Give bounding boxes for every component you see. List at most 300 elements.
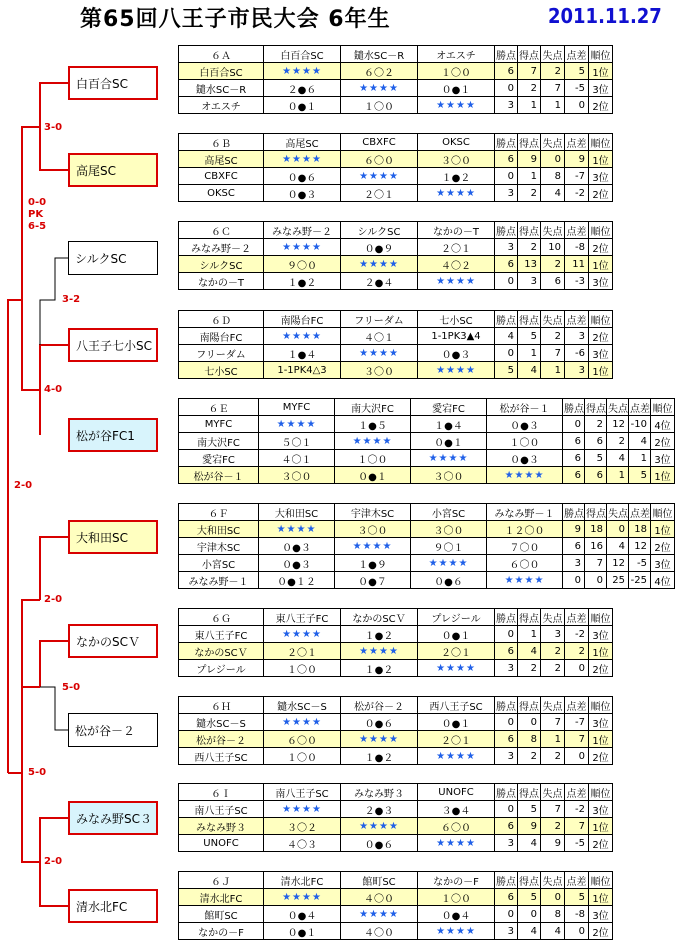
stat-value: 3位 — [589, 168, 613, 185]
stat-value: 4 — [495, 328, 518, 345]
stat-value: 2位 — [589, 748, 613, 765]
match-result: １〇０ — [341, 97, 418, 114]
stat-value: 0 — [565, 660, 589, 677]
stat-value: -8 — [565, 906, 589, 923]
match-result: ★★★★ — [259, 521, 335, 538]
table-row — [179, 731, 613, 748]
match-result: ★★★★ — [411, 555, 487, 572]
match-result: 1-1PK4△3 — [264, 362, 341, 379]
team-name: CBXFC — [179, 168, 264, 185]
stat-header: 点差 — [565, 609, 589, 626]
team-name: 東八王子FC — [179, 626, 264, 643]
column-header: 小宮SC — [411, 504, 487, 521]
stat-value: 1位 — [589, 256, 613, 273]
stat-value: 6 — [495, 643, 518, 660]
stat-value: 2位 — [589, 660, 613, 677]
match-result: ３〇０ — [418, 151, 495, 168]
match-result: ★★★★ — [487, 467, 563, 484]
stat-header: 得点 — [518, 134, 541, 151]
header-row — [179, 222, 613, 239]
stat-value: 1 — [607, 467, 629, 484]
column-header: 館町SC — [341, 872, 418, 889]
header-row — [179, 872, 613, 889]
match-result: ２〇１ — [418, 643, 495, 660]
bracket-team: 高尾SC — [68, 153, 158, 187]
column-header: 鑓水SC－S — [264, 697, 341, 714]
group-name: ６Ｊ — [179, 872, 264, 889]
stat-header: 得点 — [518, 222, 541, 239]
match-result: ４〇２ — [418, 256, 495, 273]
stat-value: 10 — [541, 239, 565, 256]
match-result: ４〇１ — [259, 450, 335, 467]
stat-value: -7 — [565, 168, 589, 185]
stat-header: 点差 — [629, 399, 651, 416]
stat-value: -5 — [629, 555, 651, 572]
stat-value: 5 — [518, 889, 541, 906]
match-result: ０●１ — [418, 80, 495, 97]
table-row — [179, 328, 613, 345]
stat-header: 得点 — [518, 697, 541, 714]
bracket-team: みなみ野SC３ — [68, 801, 158, 835]
column-header: 白百合SC — [264, 46, 341, 63]
stat-header: 勝点 — [563, 504, 585, 521]
team-name: プレジール — [179, 660, 264, 677]
stat-header: 点差 — [565, 134, 589, 151]
match-result: ★★★★ — [264, 801, 341, 818]
column-header: CBXFC — [341, 134, 418, 151]
stat-value: 1 — [541, 97, 565, 114]
stat-value: 6 — [495, 151, 518, 168]
stat-value: 1 — [518, 345, 541, 362]
stat-header: 勝点 — [495, 222, 518, 239]
stat-value: 1位 — [651, 521, 675, 538]
stat-header: 順位 — [589, 134, 613, 151]
match-result: １〇０ — [264, 660, 341, 677]
stat-value: 4 — [518, 362, 541, 379]
stat-value: 9 — [518, 151, 541, 168]
stat-value: 4 — [518, 835, 541, 852]
column-header: プレジール — [418, 609, 495, 626]
stat-header: 失点 — [541, 311, 565, 328]
stat-value: 5 — [585, 450, 607, 467]
team-name: 南八王子SC — [179, 801, 264, 818]
match-result: ★★★★ — [341, 256, 418, 273]
stat-value: 0 — [495, 626, 518, 643]
score-label: 2-0 — [44, 856, 63, 867]
stat-header: 失点 — [541, 872, 565, 889]
stat-header: 得点 — [518, 872, 541, 889]
match-result: １●４ — [411, 416, 487, 433]
event-date: 2011.11.27 — [548, 4, 662, 28]
stat-header: 勝点 — [495, 609, 518, 626]
team-name: 南陽台FC — [179, 328, 264, 345]
bracket-line — [8, 300, 22, 773]
match-result: ０●４ — [418, 906, 495, 923]
table-row — [179, 345, 613, 362]
match-result: ２〇１ — [418, 239, 495, 256]
match-result: 1-1PK3▲4 — [418, 328, 495, 345]
table-row — [179, 239, 613, 256]
bracket-line — [22, 687, 40, 773]
column-header: 清水北FC — [264, 872, 341, 889]
group-table — [178, 783, 613, 852]
stat-value: 1 — [518, 626, 541, 643]
team-name: UNOFC — [179, 835, 264, 852]
stat-value: 0 — [495, 80, 518, 97]
header-row — [179, 609, 613, 626]
stat-value: 2 — [541, 328, 565, 345]
stat-value: 8 — [541, 906, 565, 923]
stat-value: 2 — [541, 256, 565, 273]
stat-header: 順位 — [589, 784, 613, 801]
column-header: 東八王子FC — [264, 609, 341, 626]
table-row — [179, 433, 675, 450]
column-header: なかの－F — [418, 872, 495, 889]
bracket-team: 松が谷FC1 — [68, 418, 158, 452]
match-result: ０●６ — [341, 714, 418, 731]
stat-value: 3 — [565, 362, 589, 379]
match-result: ４〇１ — [341, 328, 418, 345]
column-header: シルクSC — [341, 222, 418, 239]
stat-value: 9 — [563, 521, 585, 538]
team-name: オエスチ — [179, 97, 264, 114]
stat-header: 得点 — [518, 784, 541, 801]
match-result: ★★★★ — [418, 660, 495, 677]
team-name: 松が谷－２ — [179, 731, 264, 748]
bracket-line — [40, 687, 68, 730]
team-name: 清水北FC — [179, 889, 264, 906]
stat-value: 3位 — [589, 80, 613, 97]
stat-value: 8 — [518, 731, 541, 748]
table-row — [179, 97, 613, 114]
match-result: １２〇０ — [487, 521, 563, 538]
group-table — [178, 503, 675, 589]
column-header: OKSC — [418, 134, 495, 151]
header-row — [179, 134, 613, 151]
match-result: ０●９ — [341, 239, 418, 256]
stat-value: 6 — [563, 538, 585, 555]
stat-value: 2 — [518, 80, 541, 97]
match-result: ３〇０ — [335, 521, 411, 538]
table-row — [179, 521, 675, 538]
match-result: ０●３ — [264, 185, 341, 202]
team-name: 大和田SC — [179, 521, 259, 538]
group-table — [178, 45, 613, 114]
stat-value: 2 — [518, 185, 541, 202]
stat-value: 2位 — [589, 185, 613, 202]
stat-value: 7 — [565, 731, 589, 748]
stat-value: 2位 — [589, 97, 613, 114]
stat-value: 6 — [495, 63, 518, 80]
stat-value: 0 — [518, 906, 541, 923]
stat-value: 2 — [585, 416, 607, 433]
stat-header: 得点 — [518, 609, 541, 626]
stat-value: 12 — [607, 555, 629, 572]
stat-header: 順位 — [589, 311, 613, 328]
stat-value: 4 — [541, 923, 565, 940]
stat-value: 2 — [565, 643, 589, 660]
match-result: ★★★★ — [418, 185, 495, 202]
stat-header: 得点 — [518, 46, 541, 63]
match-result: ６〇０ — [264, 731, 341, 748]
stat-value: 3 — [563, 555, 585, 572]
stat-value: 1位 — [589, 362, 613, 379]
group-name: ６Ｄ — [179, 311, 264, 328]
stat-header: 得点 — [585, 399, 607, 416]
table-row — [179, 818, 613, 835]
stat-value: 3位 — [589, 273, 613, 290]
stat-value: 2 — [518, 239, 541, 256]
stat-value: 3 — [541, 626, 565, 643]
stat-value: 2位 — [589, 328, 613, 345]
stat-header: 順位 — [589, 872, 613, 889]
stat-header: 勝点 — [563, 399, 585, 416]
team-name: 松が谷－１ — [179, 467, 259, 484]
stat-value: -25 — [629, 572, 651, 589]
stat-value: 9 — [541, 835, 565, 852]
stat-value: 3 — [495, 239, 518, 256]
match-result: ★★★★ — [487, 572, 563, 589]
table-row — [179, 416, 675, 433]
stat-value: 2 — [518, 748, 541, 765]
table-row — [179, 63, 613, 80]
stat-value: 2 — [541, 748, 565, 765]
column-header: 松が谷－１ — [487, 399, 563, 416]
stat-value: 3 — [518, 273, 541, 290]
match-result: ０●３ — [259, 555, 335, 572]
bracket-team: なかのSCＶ — [68, 624, 158, 658]
stat-header: 失点 — [541, 784, 565, 801]
match-result: ６〇０ — [418, 818, 495, 835]
match-result: ３〇０ — [411, 467, 487, 484]
bracket-line — [22, 300, 40, 390]
match-result: １●２ — [418, 168, 495, 185]
column-header: MYFC — [259, 399, 335, 416]
match-result: ★★★★ — [264, 889, 341, 906]
match-result: ★★★★ — [341, 818, 418, 835]
stat-value: 0 — [565, 97, 589, 114]
stat-value: 2 — [541, 643, 565, 660]
team-name: 愛宕FC — [179, 450, 259, 467]
stat-header: 順位 — [589, 222, 613, 239]
match-result: ★★★★ — [264, 714, 341, 731]
stat-header: 失点 — [541, 46, 565, 63]
table-row — [179, 273, 613, 290]
match-result: ４〇３ — [264, 835, 341, 852]
match-result: １〇０ — [487, 433, 563, 450]
group-name: ６Ａ — [179, 46, 264, 63]
match-result: ６〇２ — [341, 63, 418, 80]
bracket-team: シルクSC — [68, 241, 158, 275]
team-name: OKSC — [179, 185, 264, 202]
stat-value: 7 — [541, 80, 565, 97]
match-result: ０●１ — [335, 467, 411, 484]
team-name: フリーダム — [179, 345, 264, 362]
team-name: 鑓水SC－R — [179, 80, 264, 97]
stat-value: 8 — [541, 168, 565, 185]
team-name: なかの－T — [179, 273, 264, 290]
stat-value: 3位 — [589, 345, 613, 362]
stat-value: 0 — [585, 572, 607, 589]
table-row — [179, 362, 613, 379]
match-result: ９〇１ — [411, 538, 487, 555]
stat-value: 12 — [607, 416, 629, 433]
match-result: ３〇０ — [341, 362, 418, 379]
stat-value: -6 — [565, 345, 589, 362]
column-header: 大和田SC — [259, 504, 335, 521]
score-label: 5-0 — [28, 767, 47, 778]
stat-value: 3 — [495, 835, 518, 852]
match-result: ★★★★ — [264, 239, 341, 256]
team-name: MYFC — [179, 416, 259, 433]
stat-value: 4 — [629, 433, 651, 450]
match-result: ０●３ — [418, 345, 495, 362]
stat-value: 2位 — [589, 239, 613, 256]
match-result: ★★★★ — [264, 328, 341, 345]
stat-header: 順位 — [651, 504, 675, 521]
stat-value: 9 — [565, 151, 589, 168]
stat-value: 3 — [495, 185, 518, 202]
stat-header: 点差 — [565, 872, 589, 889]
stat-value: 3位 — [589, 906, 613, 923]
stat-value: 9 — [518, 818, 541, 835]
table-row — [179, 450, 675, 467]
stat-header: 勝点 — [495, 311, 518, 328]
score-label: 5-0 — [62, 682, 81, 693]
match-result: ０●１２ — [259, 572, 335, 589]
match-result: １〇０ — [264, 748, 341, 765]
team-name: 南大沢FC — [179, 433, 259, 450]
stat-header: 失点 — [607, 399, 629, 416]
table-row — [179, 555, 675, 572]
match-result: ６〇０ — [341, 151, 418, 168]
column-header: 西八王子SC — [418, 697, 495, 714]
match-result: ★★★★ — [418, 748, 495, 765]
stat-header: 失点 — [607, 504, 629, 521]
stat-header: 失点 — [541, 222, 565, 239]
stat-header: 点差 — [565, 222, 589, 239]
column-header: みなみ野－１ — [487, 504, 563, 521]
stat-value: 7 — [541, 801, 565, 818]
match-result: １●２ — [341, 660, 418, 677]
table-row — [179, 889, 613, 906]
team-name: 高尾SC — [179, 151, 264, 168]
score-label: 2-0 — [44, 594, 63, 605]
column-header: 七小SC — [418, 311, 495, 328]
match-result: ２〇１ — [341, 185, 418, 202]
score-label: 4-0 — [44, 384, 63, 395]
stat-header: 点差 — [629, 504, 651, 521]
stat-value: 3位 — [589, 801, 613, 818]
stat-value: 4 — [541, 185, 565, 202]
stat-value: -3 — [565, 273, 589, 290]
table-row — [179, 572, 675, 589]
stat-value: 3 — [495, 923, 518, 940]
stat-value: 6 — [541, 273, 565, 290]
table-row — [179, 923, 613, 940]
team-name: みなみ野－２ — [179, 239, 264, 256]
stat-value: 5 — [565, 889, 589, 906]
match-result: ★★★★ — [418, 835, 495, 852]
match-result: ３〇０ — [411, 521, 487, 538]
match-result: ９〇０ — [264, 256, 341, 273]
stat-value: -2 — [565, 185, 589, 202]
stat-header: 失点 — [541, 609, 565, 626]
stat-value: 7 — [565, 818, 589, 835]
column-header: みなみ野－２ — [264, 222, 341, 239]
table-row — [179, 185, 613, 202]
column-header: 宇津木SC — [335, 504, 411, 521]
match-result: ２●３ — [341, 801, 418, 818]
match-result: ０●６ — [264, 168, 341, 185]
stat-value: 0 — [495, 273, 518, 290]
stat-value: 25 — [607, 572, 629, 589]
stat-value: 4 — [607, 538, 629, 555]
stat-value: -2 — [565, 801, 589, 818]
match-result: ０●１ — [411, 433, 487, 450]
stat-value: 2位 — [589, 835, 613, 852]
column-header: オエスチ — [418, 46, 495, 63]
header-row — [179, 697, 613, 714]
stat-value: 6 — [563, 450, 585, 467]
score-label: 3-0 — [44, 122, 63, 133]
score-label: 6-5 — [28, 221, 47, 232]
stat-value: 4 — [518, 923, 541, 940]
stat-value: -7 — [565, 714, 589, 731]
bracket-team: 松が谷－２ — [68, 713, 158, 747]
stat-value: 5 — [518, 328, 541, 345]
match-result: １〇０ — [418, 63, 495, 80]
column-header: 松が谷－２ — [341, 697, 418, 714]
stat-value: 3 — [565, 328, 589, 345]
match-result: ２〇１ — [264, 643, 341, 660]
column-header: 南八王子SC — [264, 784, 341, 801]
match-result: ３〇０ — [259, 467, 335, 484]
table-row — [179, 748, 613, 765]
bracket-team: 清水北FC — [68, 889, 158, 923]
match-result: ★★★★ — [418, 273, 495, 290]
stat-header: 点差 — [565, 46, 589, 63]
match-result: ★★★★ — [341, 345, 418, 362]
column-header: 愛宕FC — [411, 399, 487, 416]
stat-value: 0 — [541, 151, 565, 168]
table-row — [179, 714, 613, 731]
match-result: ３〇２ — [264, 818, 341, 835]
stat-value: 5 — [495, 362, 518, 379]
stat-value: 5 — [518, 801, 541, 818]
group-name: ６Ｆ — [179, 504, 259, 521]
header-row — [179, 399, 675, 416]
stat-value: 6 — [563, 467, 585, 484]
stat-value: 16 — [585, 538, 607, 555]
stat-value: 0 — [495, 801, 518, 818]
stat-header: 失点 — [541, 697, 565, 714]
score-label: 0-0 — [28, 197, 47, 208]
stat-value: 1位 — [589, 63, 613, 80]
stat-value: 18 — [629, 521, 651, 538]
stat-value: 1位 — [589, 151, 613, 168]
stat-header: 点差 — [565, 784, 589, 801]
stat-value: -8 — [565, 239, 589, 256]
stat-value: 1 — [541, 362, 565, 379]
team-name: 白百合SC — [179, 63, 264, 80]
stat-header: 点差 — [565, 697, 589, 714]
column-header: フリーダム — [341, 311, 418, 328]
match-result: ０●３ — [487, 450, 563, 467]
header-row — [179, 311, 613, 328]
stat-value: 3位 — [651, 450, 675, 467]
stat-value: 7 — [585, 555, 607, 572]
